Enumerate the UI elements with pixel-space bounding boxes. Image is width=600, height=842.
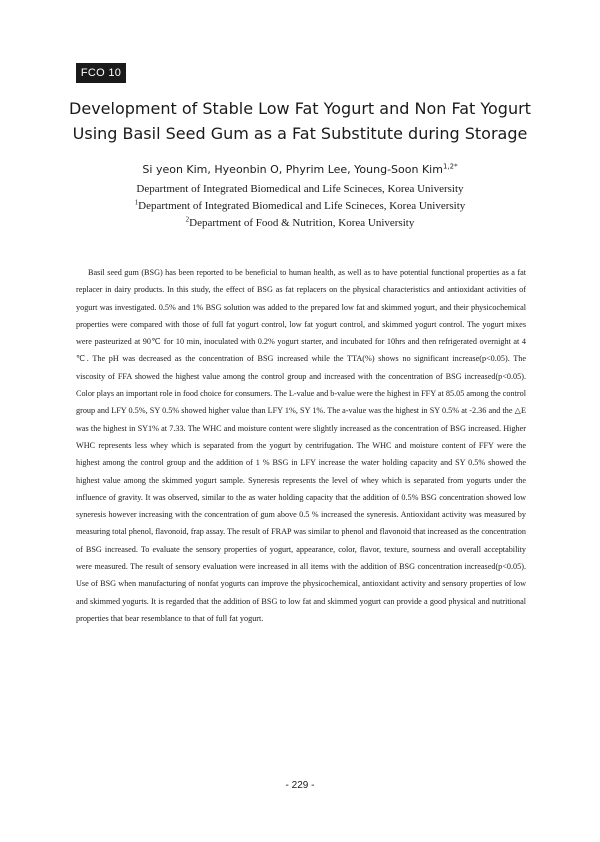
affiliation-1 <box>40 182 560 196</box>
page-number: - 229 - <box>285 780 315 791</box>
session-code-badge: FCO 10 <box>76 63 126 83</box>
affiliation-text: Department of Integrated Biomedical and Life Scineces, Korea University <box>138 200 466 212</box>
author-names: Si yeon Kim, Hyeonbin O, Phyrim Lee, Young-Soon Kim <box>142 163 443 176</box>
affiliation-mark: 1 <box>134 198 139 207</box>
affiliation-text: Department of Food & Nutrition, Korea University <box>189 217 415 229</box>
affiliation-3 <box>40 216 560 230</box>
affiliation-text: Department of Integrated Biomedical and Life Scineces, Korea University <box>136 183 464 195</box>
author-list <box>40 163 560 177</box>
title-line-1: Development of Stable Low Fat Yogurt and Non Fat Yogurt <box>69 99 531 118</box>
paper-title <box>40 96 560 146</box>
affiliation-2 <box>40 199 560 213</box>
affiliation-mark: 2 <box>185 215 190 224</box>
title-line-2: Using Basil Seed Gum as a Fat Substitute during Storage <box>72 124 528 143</box>
author-superscript: 1,2* <box>442 162 458 171</box>
abstract-body: Basil seed gum (BSG) has been reported to be beneficial to human health, as well as to have potential functional properties as a fat replacer in dairy products. In this study, the effect of BSG as fat replacers on the physical characteristics and antioxidant activities of yogurt was investigated. 0.5% and 1% BSG solution was added to the prepared low fat and skimmed yogurt, and their physicochemical properties were compared with those of full fat yogurt control, low fat yogurt control, and skimmed yogurt control. The yogurt mixes were pasteurized at 90℃ for 10 min, inoculated with 0.2% yogurt starter, and incubated for 10hrs and then refrigerated overnight at 4 ℃. The pH was decreased as the concentration of BSG increased while the TTA(%) shows no significant increase(p<0.05). The viscosity of FFA showed the highest value among the control group and increased with the concentration of BSG increased(p<0.05). Color plays an important role in food choice for consumers. The L-value and b-value were the highest in FFY at 85.05 among the control group and LFY 0.5%, SY 0.5% showed higher value than LFY 1%, SY 1%. The a-value was the highest in SY 0.5% at -2.36 and the △E was the highest in SY1% at 7.33. The WHC and moisture content were slightly increased as the concentration of BSG increased. Higher WHC represents less whey which is separated from the yogurt by centrifugation. The WHC and moisture content of FFY were the highest among the control group and the addition of 1 % BSG in LFY increase the water holding capacity and SY 0.5% showed the highest value among the skimmed yogurt sample. Syneresis represents the level of whey which is separated from yogurts under the influence of gravity. It was observed, similar to the as water holding capacity that the addition of 0.5% BSG concentration showed low syneresis however increasing with the concentration of gum above 0.5 % increased the syneresis. Antioxidant activity was measured by measuring total phenol, flavonoid, frap assay. The result of FRAP was similar to phenol and flavonoid that increased as the concentration of BSG increased. To evaluate the sensory properties of yogurt, appearance, color, flavor, texture, sourness and overall acceptability were measured. The result of sensory evaluation were increased in all items with the addition of BSG concentration increased(p<0.05). Use of BSG when manufacturing of nonfat yogurts can improve the physicochemical, antioxidant activity and sensory properties of low and skimmed yogurts. It is regarded that the addition of BSG to low fat and skimmed yogurt can provide a good physical and nutritional properties that bear resemblance to that of full fat yogurt. <box>76 268 526 623</box>
